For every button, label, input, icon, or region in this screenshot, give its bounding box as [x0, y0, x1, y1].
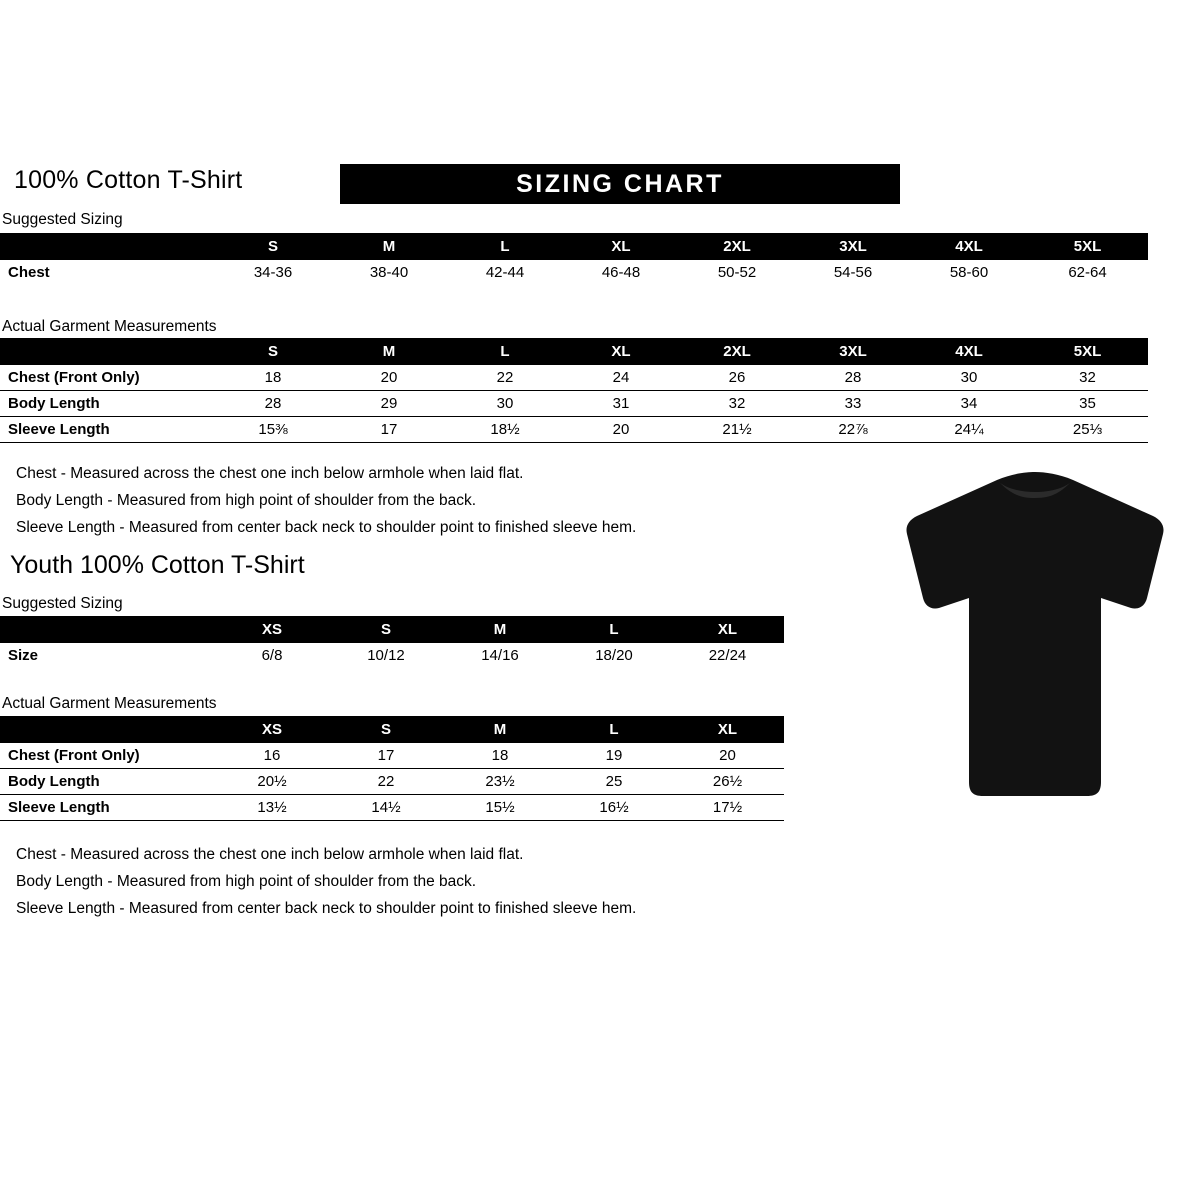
table-cell: 62-64: [1068, 264, 1107, 281]
column-header: M: [493, 621, 507, 638]
column-header: L: [609, 621, 619, 638]
column-header: XL: [717, 721, 738, 738]
youth-section-title: Youth 100% Cotton T-Shirt: [10, 551, 305, 579]
column-header: XL: [611, 343, 631, 360]
note-line: Chest - Measured across the chest one inch below armhole when laid flat.: [16, 846, 524, 863]
table-cell: 16½: [557, 795, 671, 821]
table-cell: 24: [563, 365, 679, 391]
table-cell: 13½: [215, 795, 329, 821]
column-header: S: [267, 343, 278, 360]
column-header: L: [500, 343, 510, 360]
table-cell: 10/12: [367, 647, 405, 664]
adult-suggested-sizing-label: Suggested Sizing: [2, 211, 123, 228]
row-label: Sleeve Length: [0, 795, 215, 821]
table-row: [0, 365, 1148, 391]
table-cell: 28: [215, 391, 331, 417]
table-header-row: [0, 616, 784, 643]
column-header: M: [493, 721, 507, 738]
table-cell: 26: [679, 365, 795, 391]
table-row: [0, 769, 784, 795]
youth-actual-measurements-table: [0, 716, 784, 821]
table-header-row: [0, 716, 784, 743]
table-row: [0, 260, 1148, 285]
table-cell: 29: [331, 391, 447, 417]
table-cell: 38-40: [369, 264, 409, 281]
column-header: 4XL: [955, 238, 983, 255]
t-shirt-icon: [885, 470, 1185, 815]
row-label: Sleeve Length: [0, 417, 215, 443]
note-line: Body Length - Measured from high point of shoulder from the back.: [16, 492, 477, 509]
column-header: [0, 233, 215, 260]
row-label: Chest (Front Only): [0, 743, 215, 769]
column-header: XS: [261, 721, 282, 738]
table-cell: 23½: [443, 769, 557, 795]
table-cell: 17: [331, 417, 447, 443]
column-header: [0, 716, 215, 743]
table-cell: 54-56: [833, 264, 873, 281]
table-header-row: [0, 338, 1148, 365]
table-cell: 15½: [443, 795, 557, 821]
table-cell: 20: [671, 743, 784, 769]
note-line: Chest - Measured across the chest one inch below armhole when laid flat.: [16, 465, 524, 482]
note-line: Sleeve Length - Measured from center back neck to shoulder point to finished sleeve hem.: [16, 519, 637, 536]
table-cell: 20: [563, 417, 679, 443]
table-cell: 14½: [329, 795, 443, 821]
table-cell: 14/16: [481, 647, 519, 664]
adult-actual-measurements-label: Actual Garment Measurements: [2, 318, 217, 335]
column-header: 3XL: [839, 343, 867, 360]
column-header: 4XL: [955, 343, 983, 360]
column-header: XL: [717, 621, 738, 638]
table-cell: 31: [563, 391, 679, 417]
table-cell: 22⅞: [795, 417, 911, 443]
table-cell: 50-52: [717, 264, 757, 281]
table-cell: 34: [911, 391, 1027, 417]
table-cell: 24¼: [911, 417, 1027, 443]
table-cell: 30: [911, 365, 1027, 391]
table-cell: 25: [557, 769, 671, 795]
row-label: Size: [8, 647, 39, 664]
table-cell: 17: [329, 743, 443, 769]
note-line: Sleeve Length - Measured from center back neck to shoulder point to finished sleeve hem.: [16, 900, 637, 917]
adult-suggested-sizing-table: [0, 233, 1148, 285]
table-row: [0, 391, 1148, 417]
column-header: XL: [611, 238, 631, 255]
table-cell: 20: [331, 365, 447, 391]
table-cell: 15⅜: [215, 417, 331, 443]
youth-actual-measurements-label: Actual Garment Measurements: [2, 695, 217, 712]
column-header: 2XL: [723, 238, 751, 255]
adult-section-title: 100% Cotton T-Shirt: [14, 166, 243, 194]
table-header-row: [0, 233, 1148, 260]
table-cell: 16: [215, 743, 329, 769]
table-cell: 20½: [215, 769, 329, 795]
table-cell: 33: [795, 391, 911, 417]
table-cell: 58-60: [949, 264, 989, 281]
table-cell: 18/20: [595, 647, 633, 664]
youth-suggested-sizing-label: Suggested Sizing: [2, 595, 123, 612]
column-header: 2XL: [723, 343, 751, 360]
column-header: M: [382, 238, 396, 255]
column-header: 5XL: [1073, 343, 1102, 360]
row-label: Chest: [8, 264, 50, 281]
row-label: Body Length: [0, 769, 215, 795]
table-cell: 30: [447, 391, 563, 417]
table-row: [0, 643, 784, 668]
column-header: S: [380, 621, 391, 638]
t-shirt-illustration: [885, 470, 1185, 815]
column-header: S: [267, 238, 278, 255]
adult-actual-measurements-table: [0, 338, 1148, 443]
table-cell: 18: [443, 743, 557, 769]
column-header: S: [380, 721, 391, 738]
column-header: 5XL: [1073, 238, 1102, 255]
table-cell: 26½: [671, 769, 784, 795]
table-cell: 22: [447, 365, 563, 391]
column-header: [0, 616, 215, 643]
table-cell: 34-36: [253, 264, 293, 281]
note-line: Body Length - Measured from high point of shoulder from the back.: [16, 873, 477, 890]
column-header: XS: [261, 621, 282, 638]
column-header: L: [500, 238, 510, 255]
table-cell: 21½: [679, 417, 795, 443]
table-cell: 32: [679, 391, 795, 417]
column-header: L: [609, 721, 619, 738]
column-header: [0, 338, 215, 365]
table-row: [0, 795, 784, 821]
table-cell: 25⅓: [1027, 417, 1148, 443]
table-cell: 32: [1027, 365, 1148, 391]
table-cell: 28: [795, 365, 911, 391]
sizing-chart-banner: [340, 164, 900, 204]
table-cell: 6/8: [261, 647, 283, 664]
table-cell: 18½: [447, 417, 563, 443]
table-row: [0, 417, 1148, 443]
sizing-chart-banner-label: SIZING CHART: [516, 169, 724, 198]
table-cell: 46-48: [601, 264, 641, 281]
row-label: Body Length: [0, 391, 215, 417]
table-cell: 22/24: [708, 647, 747, 664]
youth-measurement-notes: [16, 841, 636, 922]
column-header: 3XL: [839, 238, 867, 255]
table-cell: 42-44: [485, 264, 525, 281]
table-cell: 22: [329, 769, 443, 795]
column-header: M: [382, 343, 396, 360]
youth-suggested-sizing-table: [0, 616, 784, 668]
table-cell: 35: [1027, 391, 1148, 417]
table-row: [0, 743, 784, 769]
table-cell: 19: [557, 743, 671, 769]
table-cell: 18: [215, 365, 331, 391]
table-cell: 17½: [671, 795, 784, 821]
row-label: Chest (Front Only): [0, 365, 215, 391]
adult-measurement-notes: [16, 460, 636, 541]
